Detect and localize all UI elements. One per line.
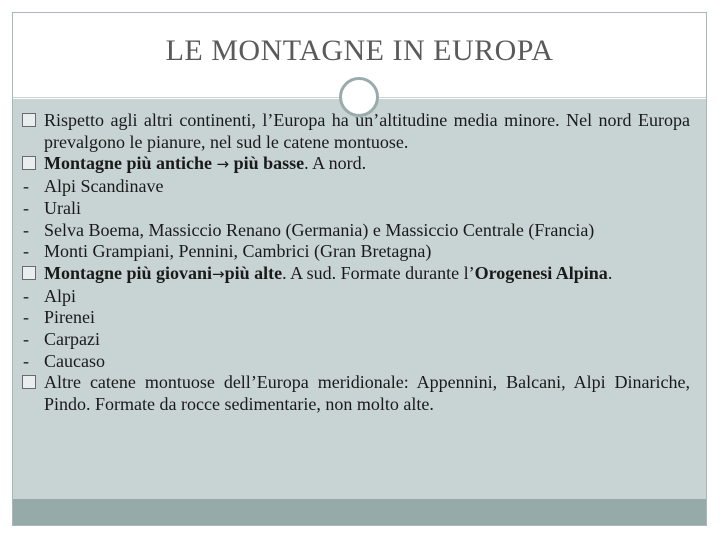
slide-content [22, 110, 690, 416]
dash-marker: - [23, 350, 29, 371]
dash-marker: - [23, 241, 29, 262]
dash-item-text: Pirenei [44, 307, 95, 328]
dash-item-text: Caucaso [44, 350, 105, 371]
arrow-icon: → [216, 155, 230, 174]
bullet-bold-text: Montagne più antiche [44, 153, 213, 174]
bullet-bold-text: più basse [233, 153, 305, 174]
dash-marker: - [23, 197, 29, 218]
dash-marker: - [23, 307, 29, 328]
dash-marker: - [23, 285, 29, 306]
bullet-bold-text: più alte [224, 262, 283, 283]
bullet-bold-text: Orogenesi Alpina [474, 262, 608, 283]
bullet-item [22, 153, 690, 176]
bullet-item [22, 263, 690, 286]
bullet-text: . [607, 262, 613, 283]
checkbox-bullet-icon [22, 113, 36, 127]
dash-item-text: Monti Grampiani, Pennini, Cambrici (Gran Bretagna) [44, 241, 432, 262]
dash-item-text: Selva Boema, Massiccio Renano (Germania) e Massiccio Centrale (Francia) [44, 219, 595, 240]
checkbox-bullet-icon [22, 375, 36, 389]
bottom-bar [13, 499, 706, 525]
dash-marker: - [23, 219, 29, 240]
dash-marker: - [23, 329, 29, 350]
dash-item [22, 241, 690, 263]
bullet-bold-text: Montagne più giovani [44, 262, 213, 283]
bullet-text: . A sud. Formate durante l’ [282, 262, 475, 283]
dash-item-text: Alpi Scandinave [44, 176, 164, 197]
dash-item [22, 351, 690, 373]
dash-item-text: Carpazi [44, 329, 100, 350]
arrow-icon: → [212, 264, 225, 283]
dash-marker: - [23, 176, 29, 197]
slide-title: LE MONTAGNE IN EUROPA [165, 33, 554, 67]
dash-item [22, 198, 690, 220]
checkbox-bullet-icon [22, 266, 36, 280]
bullet-item [22, 110, 690, 153]
dash-item [22, 307, 690, 329]
dash-item [22, 176, 690, 198]
bullet-text: Altre catene montuose dell’Europa meridionale: Appennini, Balcani, Alpi Dinariche, Pindo. Formate da rocce sedimentarie, non molto alte. [44, 372, 690, 415]
bullet-text: Rispetto agli altri continenti, l’Europa ha un’altitudine media minore. Nel nord Europa prevalgono le pianure, nel sud le catene montuose. [44, 110, 690, 152]
checkbox-bullet-icon [22, 156, 36, 170]
dash-item-text: Urali [44, 197, 81, 218]
dash-item [22, 329, 690, 351]
dash-item [22, 220, 690, 242]
bullet-text: . A nord. [304, 153, 367, 174]
bullet-item [22, 372, 690, 415]
dash-item-text: Alpi [44, 285, 77, 306]
dash-item [22, 286, 690, 308]
